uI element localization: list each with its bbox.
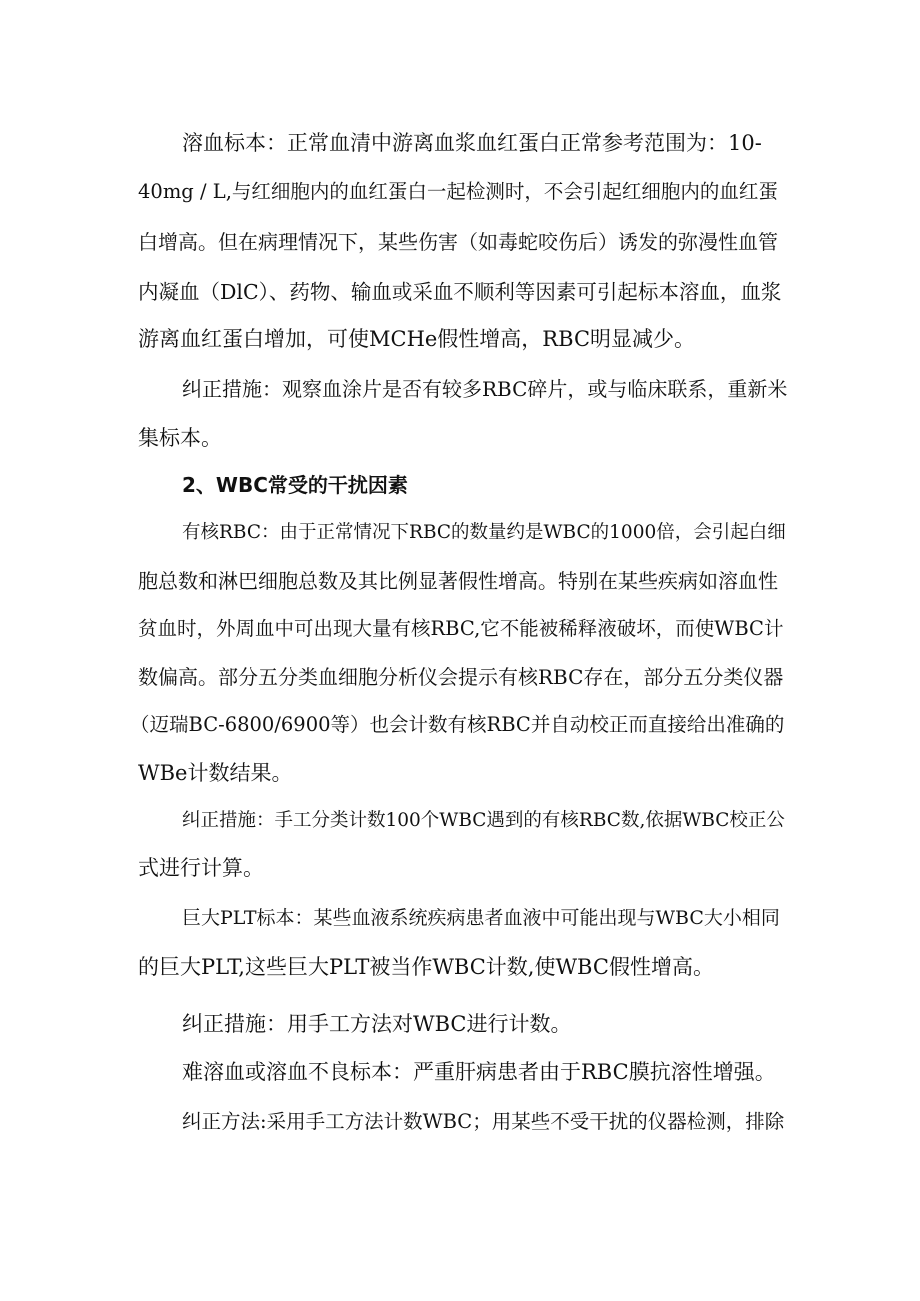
text-line: 胞总数和淋巴细胞总数及其比例显著假性增高。特别在某些疾病如溶血性 xyxy=(138,569,778,593)
text-line: 贫血时，外周血中可出现大量有核RBC,它不能被稀释液破坏，而使WBC计 xyxy=(138,617,784,640)
text-line: 纠正措施：用手工方法对WBC进行计数。 xyxy=(182,1012,572,1036)
text-line: WBe计数结果。 xyxy=(138,761,293,785)
text-line: 的巨大PLT,这些巨大PLT被当作WBC计数,使WBC假性增高。 xyxy=(138,955,714,979)
text-line: 40mg / L,与红细胞内的血红蛋白一起检测时，不会引起红细胞内的血红蛋 xyxy=(138,180,778,203)
text-line: （迈瑞BC-6800/6900等）也会计数有核RBC并自动校正而直接给出准确的 xyxy=(130,713,785,736)
text-line: 式进行计算。 xyxy=(138,856,264,880)
section-heading: 2、WBC常受的干扰因素 xyxy=(182,473,408,497)
text-line: 巨大PLT标本：某些血液系统疾病患者血液中可能出现与WBC大小相同 xyxy=(182,907,780,929)
text-line: 游离血红蛋白增加，可使MCHe假性增高，RBC明显减少。 xyxy=(138,327,696,351)
text-line: 纠正措施：观察血涂片是否有较多RBC碎片，或与临床联系，重新米 xyxy=(182,377,788,401)
text-line: 溶血标本：正常血清中游离血浆血红蛋白正常参考范围为：10- xyxy=(182,131,762,155)
text-line: 纠正方法:采用手工方法计数WBC；用某些不受干扰的仪器检测，排除 xyxy=(182,1110,785,1133)
text-line: 有核RBC：由于正常情况下RBC的数量约是WBC的1000倍，会引起白细 xyxy=(182,522,786,543)
text-line: 纠正措施：手工分类计数100个WBC遇到的有核RBC数,依据WBC校正公 xyxy=(182,810,785,831)
text-line: 集标本。 xyxy=(138,426,222,450)
text-line: 数偏高。部分五分类血细胞分析仪会提示有核RBC存在，部分五分类仪器 xyxy=(138,665,784,689)
text-line: 难溶血或溶血不良标本：严重肝病患者由于RBC膜抗溶性增强。 xyxy=(182,1060,776,1084)
text-line: 白增高。但在病理情况下，某些伤害（如毒蛇咬伤后）诱发的弥漫性血管 xyxy=(138,230,778,254)
text-line: 内凝血（DlC）、药物、输血或采血不顺利等因素可引起标本溶血，血浆 xyxy=(138,280,782,304)
